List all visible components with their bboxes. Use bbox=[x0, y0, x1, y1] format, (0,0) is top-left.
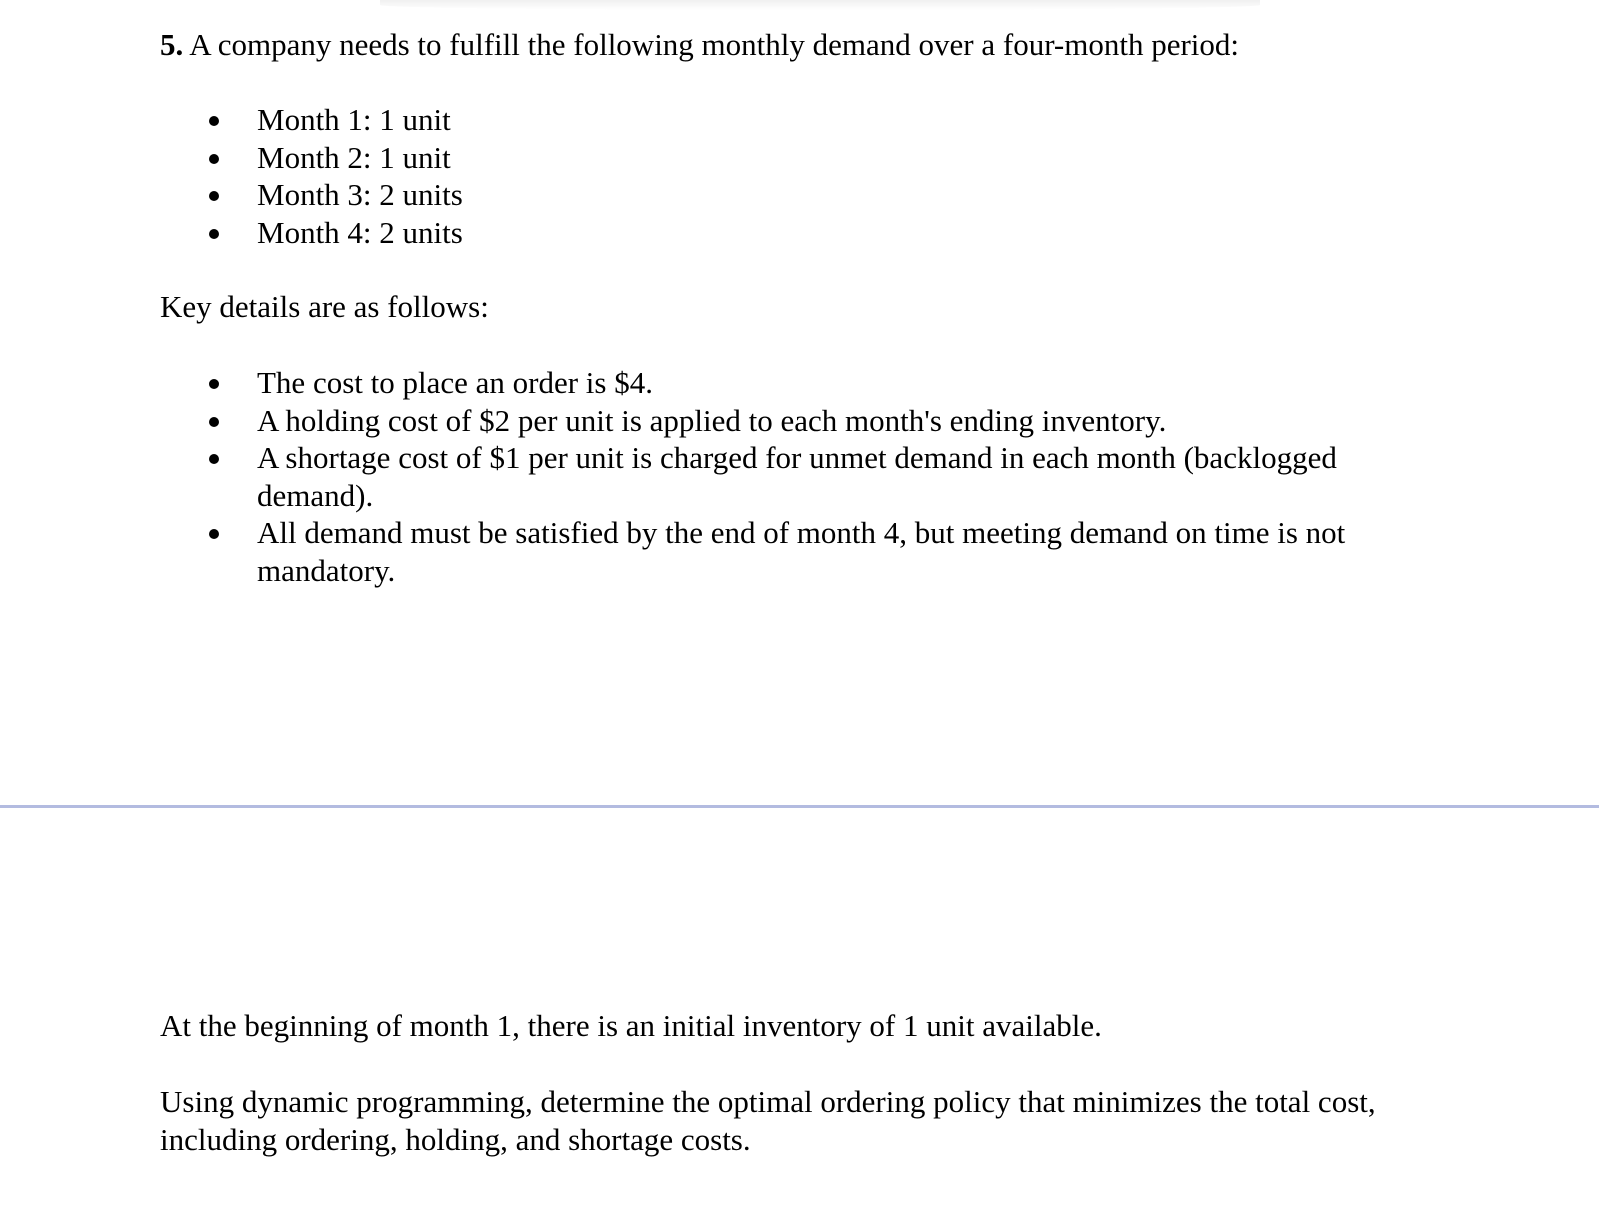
bullet-icon bbox=[209, 154, 219, 164]
initial-inventory-text: At the beginning of month 1, there is an initial inventory of 1 unit available. bbox=[160, 1008, 1102, 1043]
list-item: All demand must be satisfied by the end of month 4, but meeting demand on time is not mandatory. bbox=[160, 514, 1420, 589]
bullet-icon bbox=[209, 417, 219, 427]
bullet-icon bbox=[209, 191, 219, 201]
demand-list bbox=[160, 101, 1420, 251]
bullet-icon bbox=[209, 379, 219, 389]
list-item: A shortage cost of $1 per unit is charged for unmet demand in each month (backlogged demand). bbox=[160, 439, 1420, 514]
list-item: Month 4: 2 units bbox=[160, 214, 1420, 252]
list-item: Month 1: 1 unit bbox=[160, 101, 1420, 139]
list-item: A holding cost of $2 per unit is applied to each month's ending inventory. bbox=[160, 402, 1420, 440]
bullet-icon bbox=[209, 229, 219, 239]
list-item: Month 2: 1 unit bbox=[160, 139, 1420, 177]
question-title bbox=[160, 26, 1239, 64]
task-text: Using dynamic programming, determine the optimal ordering policy that minimizes the total cost, including ordering, holding, and shortage costs. bbox=[160, 1084, 1376, 1157]
section-divider bbox=[0, 805, 1599, 808]
question-number: 5. bbox=[160, 27, 184, 62]
list-item: Month 3: 2 units bbox=[160, 176, 1420, 214]
bullet-icon bbox=[209, 116, 219, 126]
bullet-icon bbox=[209, 454, 219, 464]
list-item: The cost to place an order is $4. bbox=[160, 364, 1420, 402]
question-text: A company needs to fulfill the following monthly demand over a four-month period: bbox=[183, 27, 1240, 62]
top-shadow bbox=[380, 0, 1260, 10]
key-details-heading: Key details are as follows: bbox=[160, 289, 489, 324]
details-list bbox=[160, 364, 1420, 589]
bullet-icon bbox=[209, 529, 219, 539]
